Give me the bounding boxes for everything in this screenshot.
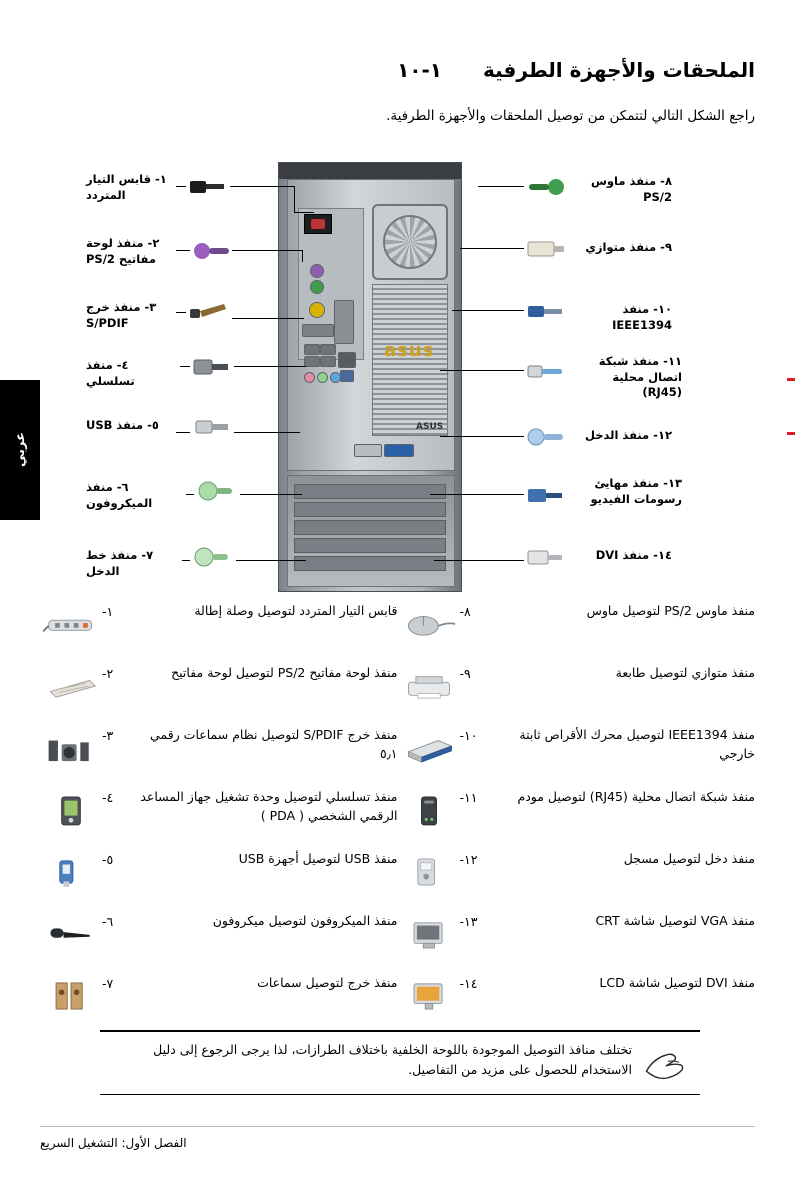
legend-text: منفذ خرج لتوصيل سماعات [257,975,398,990]
section-title: الملحقات والأجهزة الطرفية [482,58,755,82]
leader-line [302,250,303,262]
chassis-top [279,163,461,179]
callout-14: ١٤- منفذ DVI [595,548,672,562]
leader-line [176,186,186,187]
legend-number: ٩- [459,666,471,681]
legend-text: قابس التيار المتردد لتوصيل وصلة إطالة [194,603,398,618]
callout-7: ٧- منفذ خط الدخل [86,548,154,578]
page-title [195,58,755,82]
mouse-icon [398,600,460,648]
keyboard-plug-icon [190,236,234,266]
expansion-bays [287,475,455,587]
note-bottom-rule [100,1094,700,1096]
callout-13: ١٣- منفذ مهايئ رسومات الفيديو [590,476,682,506]
legend-number: ٣- [102,728,114,743]
crt-monitor-icon [398,910,460,958]
expansion-slot [294,484,446,499]
peripherals-legend-table [40,600,755,1034]
line-in-jack-icon [524,422,568,452]
rear-panel [287,179,455,471]
legend-text: منفذ VGA لتوصيل شاشة CRT [595,913,755,928]
leader-line [180,366,190,367]
callout-6: ٦- منفذ الميكروفون [86,480,153,510]
legend-number: ١٣- [459,914,478,929]
legend-number: ١- [102,604,114,619]
computer-chassis [278,162,462,592]
microphone-icon [40,910,102,958]
callout-2: ٢- منفذ لوحة مفاتيح PS/2 [86,236,160,266]
external-drive-icon [398,724,460,772]
microphone-port [304,372,315,383]
usb-port [304,344,320,355]
usb-port [320,344,336,355]
serial-port [302,324,334,337]
table-row [40,910,755,958]
power-connector-icon [186,172,230,202]
usb-port [304,356,320,367]
legend-number: ٢- [102,666,114,681]
leader-line [234,366,306,367]
legend-text: منفذ دخل لتوصيل مسجل [623,851,755,866]
footer-text: الفصل الأول: التشغيل السريع [40,1136,187,1150]
expansion-slot [294,520,446,535]
legend-text: منفذ خرج S/PDIF لتوصيل نظام سماعات رقمي ٥٫١ [150,727,398,761]
leader-line [230,186,294,187]
section-number: ١-١٠ [397,58,443,82]
chassis-brand-text: ASUS [416,422,444,432]
lcd-monitor-icon [398,972,460,1020]
legend-number: ٤- [102,790,114,805]
note-box [100,1030,700,1095]
line-out-port [317,372,328,383]
legend-cell-4 [40,786,398,834]
leader-line [430,494,524,495]
router-icon [398,786,460,834]
callout-4: ٤- منفذ تسلسلي [86,358,135,388]
legend-text: منفذ IEEE1394 لتوصيل محرك الأقراص ثابتة خارجي [519,727,755,761]
callout-5: ٥- منفذ USB [86,418,159,432]
leader-line [240,494,302,495]
callout-12: ١٢- منفذ الدخل [584,428,672,442]
legend-cell-12 [398,848,756,896]
spdif-out-port [309,302,325,318]
legend-cell-2 [40,662,398,710]
table-row [40,724,755,772]
callout-1: ١- قابس التيار المتردد [86,172,167,202]
parallel-plug-icon [524,234,568,264]
leader-line [186,494,194,495]
legend-number: ٦- [102,914,114,929]
leader-line [440,436,524,437]
legend-number: ٨- [459,604,471,619]
leader-line [434,560,524,561]
leader-line [478,186,524,187]
leader-line [232,318,304,319]
legend-text: منفذ شبكة اتصال محلية (RJ45) لتوصيل مودم [517,789,755,804]
callout-8: ٨- منفذ ماوس PS/2 [590,174,672,204]
speakers-icon [40,972,102,1020]
legend-text: منفذ ماوس PS/2 لتوصيل ماوس [586,603,755,618]
intro-text: راجع الشكل التالي لتتمكن من توصيل الملحقات والأجهزة الطرفية. [386,108,755,124]
ps2-keyboard-port [310,280,324,294]
legend-text: منفذ الميكروفون لتوصيل ميكروفون [212,913,398,928]
leader-line [176,312,186,313]
table-row [40,662,755,710]
dvi-port [354,444,382,457]
legend-number: ١٢- [459,852,478,867]
leader-line [182,560,190,561]
leader-line [294,186,295,212]
parallel-port [334,300,354,344]
usb-plug-icon [190,412,234,442]
leader-line [176,432,190,433]
dvi-plug-icon [524,542,568,572]
leader-line [176,250,190,251]
table-row [40,972,755,1020]
usb-flash-icon [40,848,102,896]
footer-rule [40,1126,755,1127]
leader-line [460,248,524,249]
legend-text: منفذ DVI لتوصيل شاشة LCD [599,975,755,990]
legend-number: ١٤- [459,976,478,991]
leader-line [294,212,314,213]
legend-cell-1 [40,600,398,648]
printer-icon [398,662,460,710]
ac-power-socket [304,214,332,234]
vga-plug-icon [524,480,568,510]
keyboard-icon [40,662,102,710]
rear-panel-figure [0,150,795,600]
table-row [40,848,755,896]
expansion-slot [294,502,446,517]
pointing-hand-icon [636,1040,700,1084]
callout-11: ١١- منفذ شبكة اتصال محلية (RJ45) [598,354,682,400]
ps2-mouse-port [310,264,324,278]
expansion-slot [294,538,446,553]
usb-port [320,356,336,367]
legend-cell-13 [398,910,756,958]
legend-cell-8 [398,600,756,648]
rj45-plug-icon [524,356,568,386]
legend-cell-10 [398,724,756,772]
legend-cell-11 [398,786,756,834]
callout-9: ٩- منفذ متوازي [585,240,672,254]
line-in-plug-icon [190,542,234,572]
microphone-plug-icon [194,476,238,506]
legend-cell-3 [40,724,398,772]
leader-line [232,250,302,251]
power-strip-icon [40,600,102,648]
legend-text: منفذ تسلسلي لتوصيل وحدة تشغيل جهاز المساعد الرقمي الشخصي ( PDA ) [140,789,398,823]
spdif-plug-icon [186,298,230,328]
fan-grille-icon [372,204,448,280]
table-row [40,786,755,834]
legend-cell-6 [40,910,398,958]
leader-line [440,370,524,371]
callout-10: ١٠- منفذ IEEE1394 [612,302,672,332]
legend-text: منفذ USB لتوصيل أجهزة USB [238,851,398,866]
leader-line [236,560,306,561]
legend-number: ١٠- [459,728,478,743]
rj45-lan-port [338,352,356,368]
recorder-icon [398,848,460,896]
legend-number: ٧- [102,976,114,991]
serial-plug-icon [190,352,234,382]
leader-line [452,310,524,311]
legend-cell-7 [40,972,398,1020]
legend-number: ٥- [102,852,114,867]
board-brand-text: asus [384,340,435,361]
ps2-mouse-plug-icon [524,172,568,202]
note-text: تختلف منافذ التوصيل الموجودة باللوحة الخلفية باختلاف الطرازات، لذا يرجى الرجوع إلى دليل الاستخدام للحصول على مزيد من التفاصيل. [153,1041,632,1077]
ieee1394-port [340,370,354,382]
legend-cell-14 [398,972,756,1020]
legend-text: منفذ لوحة مفاتيح PS/2 لتوصيل لوحة مفاتيح [171,665,398,680]
legend-cell-9 [398,662,756,710]
vga-port [384,444,414,457]
legend-number: ١١- [459,790,478,805]
ieee1394-plug-icon [524,296,568,326]
speaker-system-icon [40,724,102,772]
legend-cell-5 [40,848,398,896]
pda-icon [40,786,102,834]
expansion-slot [294,556,446,571]
table-row [40,600,755,648]
leader-line [234,432,300,433]
legend-text: منفذ متوازي لتوصيل طابعة [615,665,755,680]
side-tab-label: عربي [12,432,28,468]
callout-3: ٣- منفذ خرج S/PDIF [86,300,157,330]
